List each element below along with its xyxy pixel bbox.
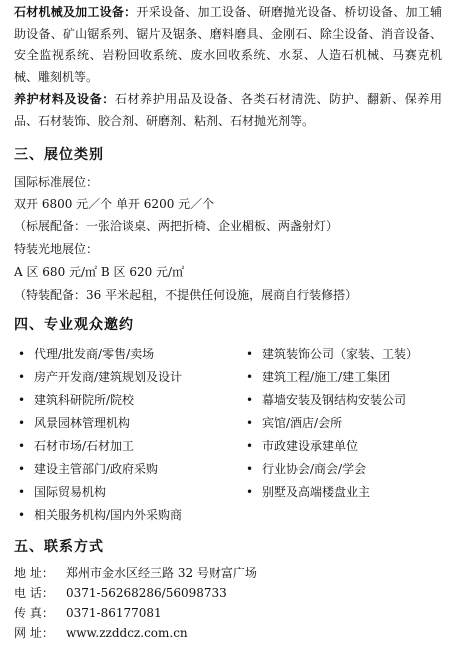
contact-website bbox=[14, 625, 188, 641]
bullet-icon: • bbox=[246, 370, 254, 384]
raw-space-price: A 区 680 元/㎡ B 区 620 元/㎡ bbox=[14, 265, 185, 279]
contact-address bbox=[14, 565, 257, 581]
bullet-icon: • bbox=[18, 508, 26, 522]
list-item: • 幕墙安装及钢结构安装公司 bbox=[246, 393, 407, 407]
raw-space-note: （特装配备：36 平米起租，不提供任何设施，展商自行装修搭） bbox=[14, 288, 358, 302]
bullet-icon: • bbox=[18, 485, 26, 499]
fax-value: 0371-86177081 bbox=[66, 606, 162, 620]
list-item: • 建筑科研院所/院校 bbox=[18, 393, 135, 407]
list-item: • 相关服务机构/国内外采购商 bbox=[18, 508, 183, 522]
stone-machinery-paragraph bbox=[14, 2, 442, 88]
care-materials-text: 石材养护用品及设备、各类石材清洗、防护、翻新、保养用品、石材装饰、胶合剂、研磨剂、粘剂、石材抛光剂等。 bbox=[14, 92, 442, 128]
intl-booth-note: （标展配备：一张洽谈桌、两把折椅、企业楣板、两盏射灯） bbox=[14, 219, 339, 233]
list-item: • 市政建设承建单位 bbox=[246, 439, 359, 453]
stone-machinery-text: 开采设备、加工设备、研磨抛光设备、桥切设备、加工辅助设备、矿山锯系列、锯片及锯条、磨料磨具、金刚石、除尘设备、消音设备、安全监视系统、岩粉回收系统、废水回收系统、水泵、人造石机械、马赛克机械、雕刻机等。 bbox=[14, 5, 442, 84]
list-item: • 行业协会/商会/学会 bbox=[246, 462, 367, 476]
list-item: • 建设主管部门/政府采购 bbox=[18, 462, 159, 476]
bullet-icon: • bbox=[246, 462, 254, 476]
care-materials-lead: 养护材料及设备： bbox=[14, 92, 115, 106]
list-item: • 石材市场/石材加工 bbox=[18, 439, 135, 453]
address-value: 郑州市金水区经三路 32 号财富广场 bbox=[66, 566, 257, 580]
bullet-icon: • bbox=[246, 393, 254, 407]
section3-heading: 三、展位类别 bbox=[14, 147, 104, 163]
section5-heading: 五、联系方式 bbox=[14, 539, 104, 555]
list-item: • 国际贸易机构 bbox=[18, 485, 107, 499]
bullet-icon: • bbox=[18, 347, 26, 361]
bullet-icon: • bbox=[246, 485, 254, 499]
bullet-icon: • bbox=[246, 347, 254, 361]
bullet-icon: • bbox=[246, 416, 254, 430]
list-item: • 风景园林管理机构 bbox=[18, 416, 131, 430]
contact-phone bbox=[14, 585, 227, 601]
website-value: www.zzddcz.com.cn bbox=[66, 626, 188, 640]
bullet-icon: • bbox=[18, 370, 26, 384]
bullet-icon: • bbox=[18, 393, 26, 407]
list-item: • 别墅及高端楼盘业主 bbox=[246, 485, 371, 499]
fax-label: 传 真： bbox=[14, 606, 54, 620]
list-item: • 建筑工程/施工/建工集团 bbox=[246, 370, 391, 384]
intl-booth-price: 双开 6800 元／个 单开 6200 元／个 bbox=[14, 197, 215, 211]
stone-machinery-lead: 石材机械及加工设备： bbox=[14, 5, 137, 19]
section4-heading: 四、专业观众邀约 bbox=[14, 317, 134, 333]
website-label: 网 址： bbox=[14, 626, 54, 640]
list-item: • 房产开发商/建筑规划及设计 bbox=[18, 370, 183, 384]
phone-label: 电 话： bbox=[14, 586, 54, 600]
address-label: 地 址： bbox=[14, 566, 54, 580]
contact-fax bbox=[14, 605, 162, 621]
raw-space-label: 特装光地展位： bbox=[14, 242, 99, 256]
list-item: • 宾馆/酒店/会所 bbox=[246, 416, 343, 430]
bullet-icon: • bbox=[18, 462, 26, 476]
bullet-icon: • bbox=[18, 439, 26, 453]
bullet-icon: • bbox=[246, 439, 254, 453]
list-item: • 建筑装饰公司（家装、工装） bbox=[246, 347, 419, 361]
bullet-icon: • bbox=[18, 416, 26, 430]
care-materials-paragraph bbox=[14, 89, 442, 132]
phone-value: 0371-56268286/56098733 bbox=[66, 586, 227, 600]
intl-booth-label: 国际标准展位： bbox=[14, 175, 99, 189]
list-item: • 代理/批发商/零售/卖场 bbox=[18, 347, 155, 361]
